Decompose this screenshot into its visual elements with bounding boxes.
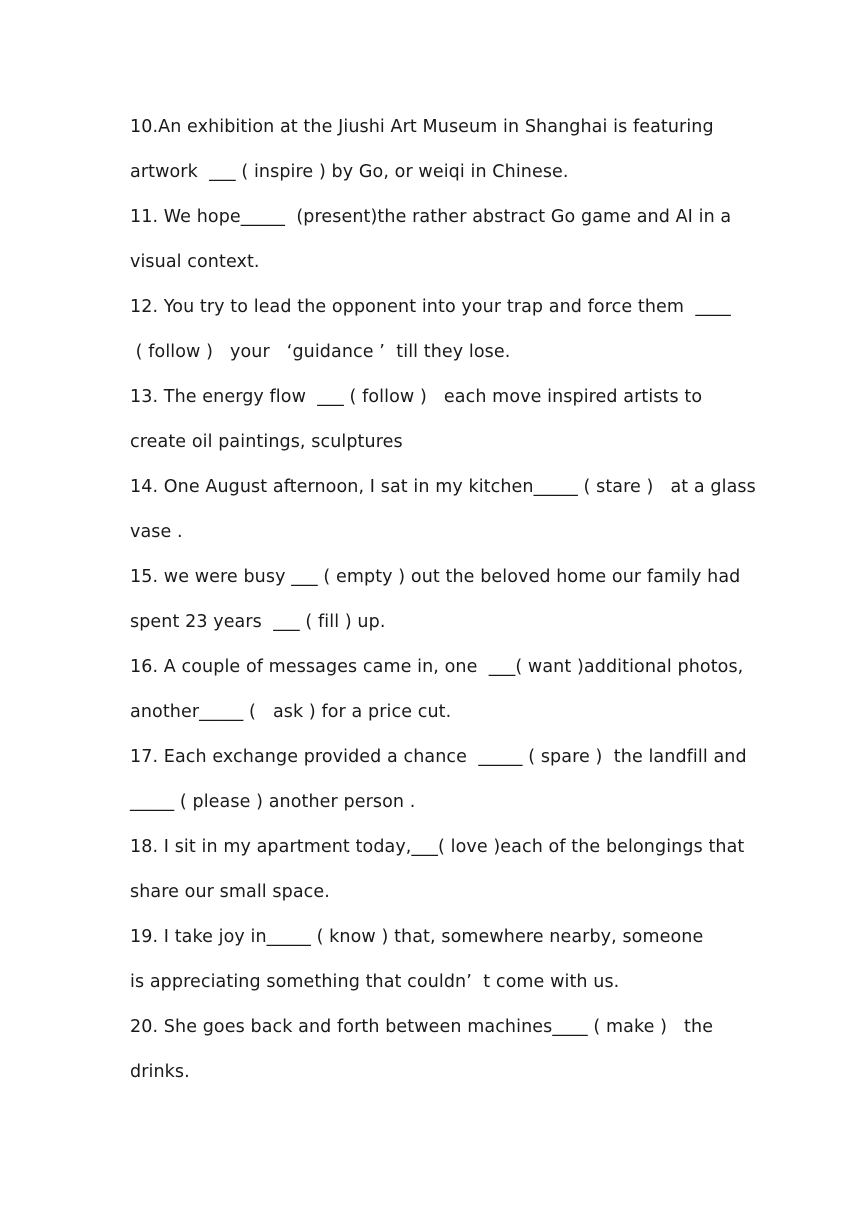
question-16-line-1: 16. A couple of messages came in, one ___( want )additional photos, xyxy=(130,657,744,677)
question-10-line-2: artwork ___ ( inspire ) by Go, or weiqi in Chinese. xyxy=(130,162,569,182)
exercise-text xyxy=(130,105,756,1095)
question-17-line-1: 17. Each exchange provided a chance _____ ( spare ) the landfill and xyxy=(130,747,747,767)
question-15-line-1: 15. we were busy ___ ( empty ) out the beloved home our family had xyxy=(130,567,741,587)
question-11-line-2: visual context. xyxy=(130,252,260,272)
question-12-line-1: 12. You try to lead the opponent into your trap and force them ____ xyxy=(130,297,731,317)
question-17-line-2: _____ ( please ) another person . xyxy=(130,792,416,812)
question-18-line-2: share our small space. xyxy=(130,882,330,902)
question-14-line-2: vase . xyxy=(130,522,183,542)
question-14-line-1: 14. One August afternoon, I sat in my kitchen_____ ( stare ) at a glass xyxy=(130,477,756,497)
question-13-line-1: 13. The energy flow ___ ( follow ) each move inspired artists to xyxy=(130,387,703,407)
question-20-line-1: 20. She goes back and forth between machines____ ( make ) the xyxy=(130,1017,714,1037)
question-18-line-1: 18. I sit in my apartment today,___( love )each of the belongings that xyxy=(130,837,745,857)
question-15-line-2: spent 23 years ___ ( fill ) up. xyxy=(130,612,386,632)
question-19-line-1: 19. I take joy in_____ ( know ) that, somewhere nearby, someone xyxy=(130,927,704,947)
question-11-line-1: 11. We hope_____ (present)the rather abstract Go game and AI in a xyxy=(130,207,732,227)
question-16-line-2: another_____ ( ask ) for a price cut. xyxy=(130,702,452,722)
question-12-line-2: ( follow ) your ‘guidance ’ till they lose. xyxy=(130,342,511,362)
question-13-line-2: create oil paintings, sculptures xyxy=(130,432,403,452)
question-20-line-2: drinks. xyxy=(130,1062,190,1082)
question-19-line-2: is appreciating something that couldn’ t come with us. xyxy=(130,972,620,992)
question-10-line-1: 10.An exhibition at the Jiushi Art Museum in Shanghai is featuring xyxy=(130,117,714,137)
